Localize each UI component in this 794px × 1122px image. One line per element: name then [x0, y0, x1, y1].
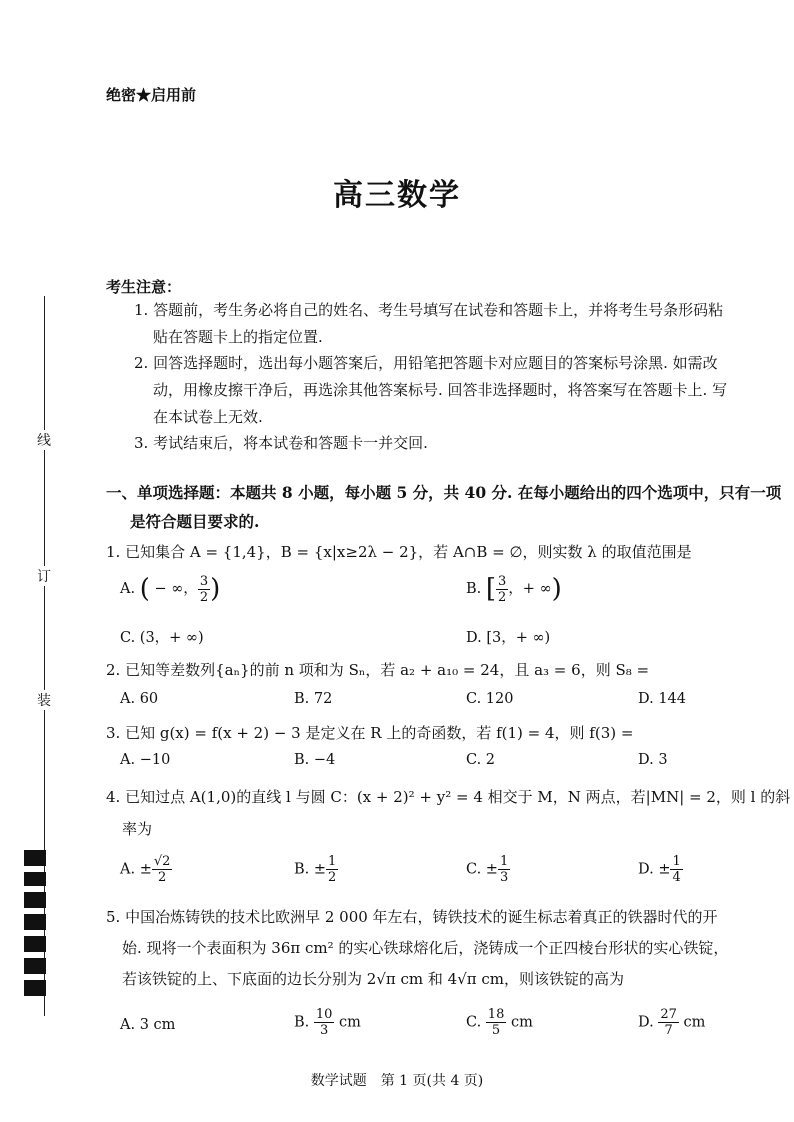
option-b-right-paren: )	[551, 574, 562, 604]
question-3-option-c: C. 2	[466, 752, 496, 768]
option-c-prefix: C.	[466, 1014, 486, 1031]
option-c-fraction	[498, 855, 510, 884]
option-a-left-paren: (	[139, 574, 150, 604]
question-5-stem: 5. 中国冶炼铸铁的技术比欧洲早 2 000 年左右，铸铁技术的诞生标志着真正的铁器时代的开	[106, 908, 718, 926]
binding-mark	[24, 850, 46, 866]
fraction-denominator: 3	[320, 1023, 329, 1038]
binding-label-bind: 装	[36, 690, 52, 710]
question-5-option-d	[638, 1008, 705, 1037]
binding-mark	[24, 914, 46, 930]
question-5-stem-cont: 若该铁锭的上、下底面的边长分别为 2√π cm 和 4√π cm，则该铁锭的高为	[122, 970, 625, 988]
notice-line: 贴在答题卡上的指定位置.	[153, 328, 323, 346]
fraction-numerator: 3	[498, 573, 507, 589]
question-2-option-c: C. 120	[466, 691, 514, 707]
fraction-denominator: 7	[664, 1023, 673, 1038]
notice-line: 3. 考试结束后，将本试卷和答题卡一并交回.	[134, 434, 428, 452]
page-title: 高三数学	[333, 178, 461, 213]
notice-line: 2. 回答选择题时，选出每小题答案后，用铅笔把答题卡对应题目的答案标号涂黑. 如需改	[134, 354, 718, 372]
binding-mark	[24, 936, 46, 952]
fraction-numerator: 3	[199, 573, 209, 589]
page-footer: 数学试题 第 1 页(共 4 页)	[310, 1073, 484, 1089]
binding-mark	[24, 958, 46, 974]
question-1-option-b	[466, 574, 562, 604]
fraction-denominator: 3	[499, 870, 509, 885]
question-5-stem-cont: 始. 现将一个表面积为 36π cm² 的实心铁球熔化后，浇铸成一个正四棱台形状的实心铁锭，	[122, 939, 729, 957]
option-b-prefix: B.	[466, 581, 486, 597]
option-d-prefix: D.	[638, 1014, 659, 1031]
option-a-prefix: A. ±	[120, 861, 152, 878]
option-c-fraction	[486, 1008, 507, 1037]
fraction-denominator: 2	[498, 589, 507, 605]
question-2-stem: 2. 已知等差数列{aₙ}的前 n 项和为 Sₙ，若 a₂ + a₁₀ = 24，且 a₃ = 6，则 S₈ =	[106, 661, 650, 679]
notice-line: 动，用橡皮擦干净后，再选涂其他答案标号. 回答非选择题时，将答案写在答题卡上. 写	[153, 381, 728, 399]
option-b-text: ，+ ∞	[508, 581, 552, 597]
question-3-stem: 3. 已知 g(x) = f(x + 2) − 3 是定义在 R 上的奇函数，若 f(1) = 4，则 f(3) =	[106, 724, 634, 742]
question-4-option-a	[120, 855, 172, 884]
fraction-numerator: 1	[672, 854, 681, 869]
question-2-option-d: D. 144	[638, 691, 687, 707]
option-b-left-bracket: [	[485, 574, 497, 604]
fraction-denominator: 2	[328, 870, 337, 885]
question-4-option-b	[294, 855, 338, 884]
fraction-numerator: 18	[487, 1007, 505, 1022]
fraction-numerator: 10	[315, 1007, 333, 1022]
question-3-option-b: B. −4	[294, 752, 336, 768]
question-3-option-a: A. −10	[120, 752, 171, 768]
section-heading-cont: 是符合题目要求的.	[130, 512, 260, 531]
confidential-label: 绝密★启用前	[106, 86, 197, 104]
option-b-unit: cm	[334, 1014, 361, 1031]
binding-label-order: 订	[36, 566, 52, 586]
fraction-denominator: 2	[199, 589, 209, 605]
question-4-stem-cont: 率为	[122, 820, 153, 838]
binding-mark	[24, 892, 46, 908]
fraction-denominator: 4	[672, 870, 681, 885]
question-4-stem: 4. 已知过点 A(1,0)的直线 l 与圆 C：(x + 2)² + y² = 4 相交于 M，N 两点，若|MN| = 2，则 l 的斜	[106, 788, 791, 806]
question-3-option-d: D. 3	[638, 752, 668, 768]
option-b-fraction	[496, 575, 508, 604]
option-c-unit: cm	[506, 1014, 533, 1031]
option-a-fraction	[152, 855, 173, 884]
notice-heading: 考生注意：	[106, 278, 182, 296]
question-4-option-d	[638, 855, 683, 884]
fraction-numerator: √2	[153, 854, 171, 869]
option-d-unit: cm	[678, 1014, 706, 1031]
binding-mark	[24, 980, 46, 996]
fraction-numerator: 27	[660, 1007, 677, 1022]
option-a-right-paren: )	[210, 574, 221, 604]
option-b-prefix: B. ±	[294, 861, 327, 878]
fraction-numerator: 1	[499, 854, 509, 869]
binding-label-line: 线	[36, 430, 52, 450]
fraction-denominator: 2	[157, 870, 167, 885]
fraction-denominator: 5	[491, 1023, 501, 1038]
question-1-option-c: C. (3，+ ∞)	[120, 630, 204, 646]
option-a-text: − ∞，	[149, 581, 198, 597]
option-d-fraction	[658, 1008, 679, 1037]
option-a-fraction	[198, 575, 210, 604]
question-5-option-a: A. 3 cm	[120, 1017, 176, 1033]
option-b-prefix: B.	[294, 1014, 314, 1031]
option-c-prefix: C. ±	[466, 861, 498, 878]
fraction-numerator: 1	[328, 854, 337, 869]
notice-line: 在本试卷上无效.	[153, 408, 263, 426]
notice-line: 1. 答题前，考生务必将自己的姓名、考生号填写在试卷和答题卡上，并将考生号条形码粘	[134, 301, 724, 319]
question-5-option-c	[466, 1008, 533, 1037]
section-heading: 一、单项选择题：本题共 8 小题，每小题 5 分，共 40 分. 在每小题给出的四个选项中，只有一项	[106, 483, 782, 502]
question-2-option-a: A. 60	[120, 691, 159, 707]
question-2-option-b: B. 72	[294, 691, 333, 707]
option-a-prefix: A.	[120, 581, 140, 597]
question-4-option-c	[466, 855, 510, 884]
option-d-fraction	[670, 855, 682, 884]
question-1-option-a	[120, 574, 220, 604]
binding-line	[44, 296, 45, 1016]
question-1-option-d: D. [3，+ ∞)	[466, 630, 551, 646]
option-b-fraction	[314, 1008, 335, 1037]
binding-mark	[24, 872, 46, 886]
question-1-stem: 1. 已知集合 A = {1,4}，B = {x|x≥2λ − 2}，若 A∩B = ∅，则实数 λ 的取值范围是	[106, 543, 692, 561]
option-b-fraction	[326, 855, 338, 884]
option-d-prefix: D. ±	[638, 861, 671, 878]
question-5-option-b	[294, 1008, 361, 1037]
